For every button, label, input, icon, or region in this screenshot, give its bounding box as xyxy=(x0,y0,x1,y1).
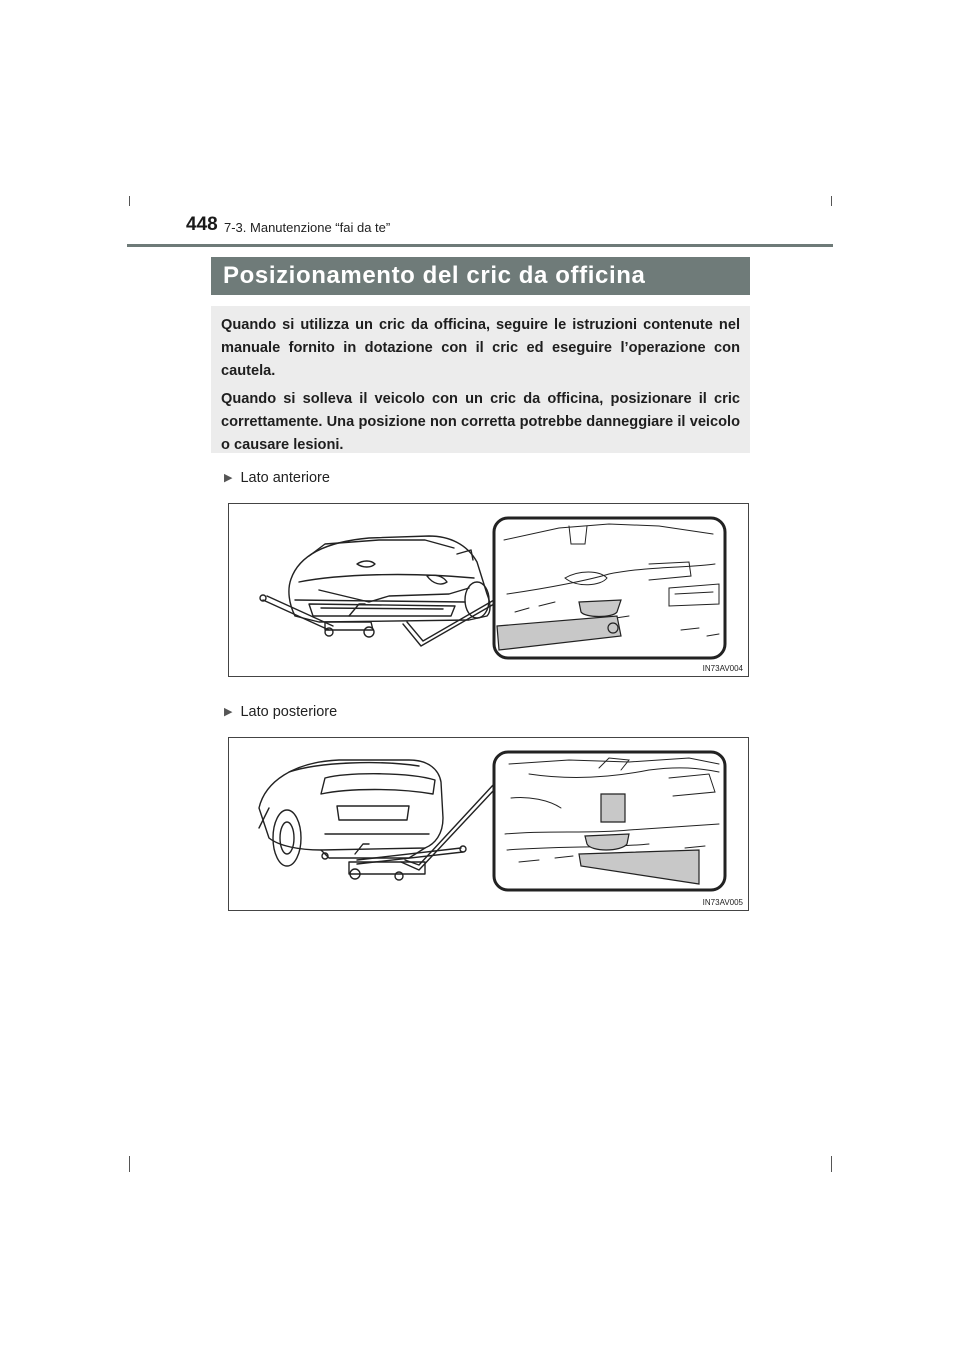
car-rear-floor-jack-icon xyxy=(229,738,749,911)
figure-rear-code: IN73AV005 xyxy=(702,898,743,907)
crop-mark-bottom-right xyxy=(831,1156,832,1172)
jack-pad-front xyxy=(497,600,621,650)
crop-mark-bottom-left xyxy=(129,1156,130,1172)
figure-front-code: IN73AV004 xyxy=(702,664,743,673)
subheading-rear-label: Lato posteriore xyxy=(240,704,338,720)
jack-pad-rear xyxy=(579,794,699,884)
subheading-front xyxy=(224,470,330,486)
page-title: Posizionamento del cric da officina xyxy=(211,257,750,295)
intro-box xyxy=(211,306,750,453)
car-front-floor-jack-icon xyxy=(229,504,749,677)
triangle-bullet-icon: ▶ xyxy=(224,472,233,484)
crop-mark-top-right xyxy=(831,196,832,206)
subheading-rear xyxy=(224,704,337,720)
header-divider xyxy=(127,244,833,247)
section-label: 7-3. Manutenzione “fai da te” xyxy=(224,220,391,235)
figure-rear xyxy=(228,737,749,911)
intro-paragraph-2: Quando si solleva il veicolo con un cric da officina, posizionare il cric correttamente. Una posizione non corretta potrebbe danneggiare il veicolo o causare lesioni. xyxy=(221,391,740,453)
triangle-bullet-icon: ▶ xyxy=(224,706,233,718)
intro-paragraph-1: Quando si utilizza un cric da officina, seguire le istruzioni contenute nel manuale fornito in dotazione con il cric ed eseguire l’operazione con cautela. xyxy=(221,317,740,379)
page-number: 448 xyxy=(186,214,218,235)
subheading-front-label: Lato anteriore xyxy=(240,470,330,486)
crop-mark-top-left xyxy=(129,196,130,206)
figure-front xyxy=(228,503,749,677)
